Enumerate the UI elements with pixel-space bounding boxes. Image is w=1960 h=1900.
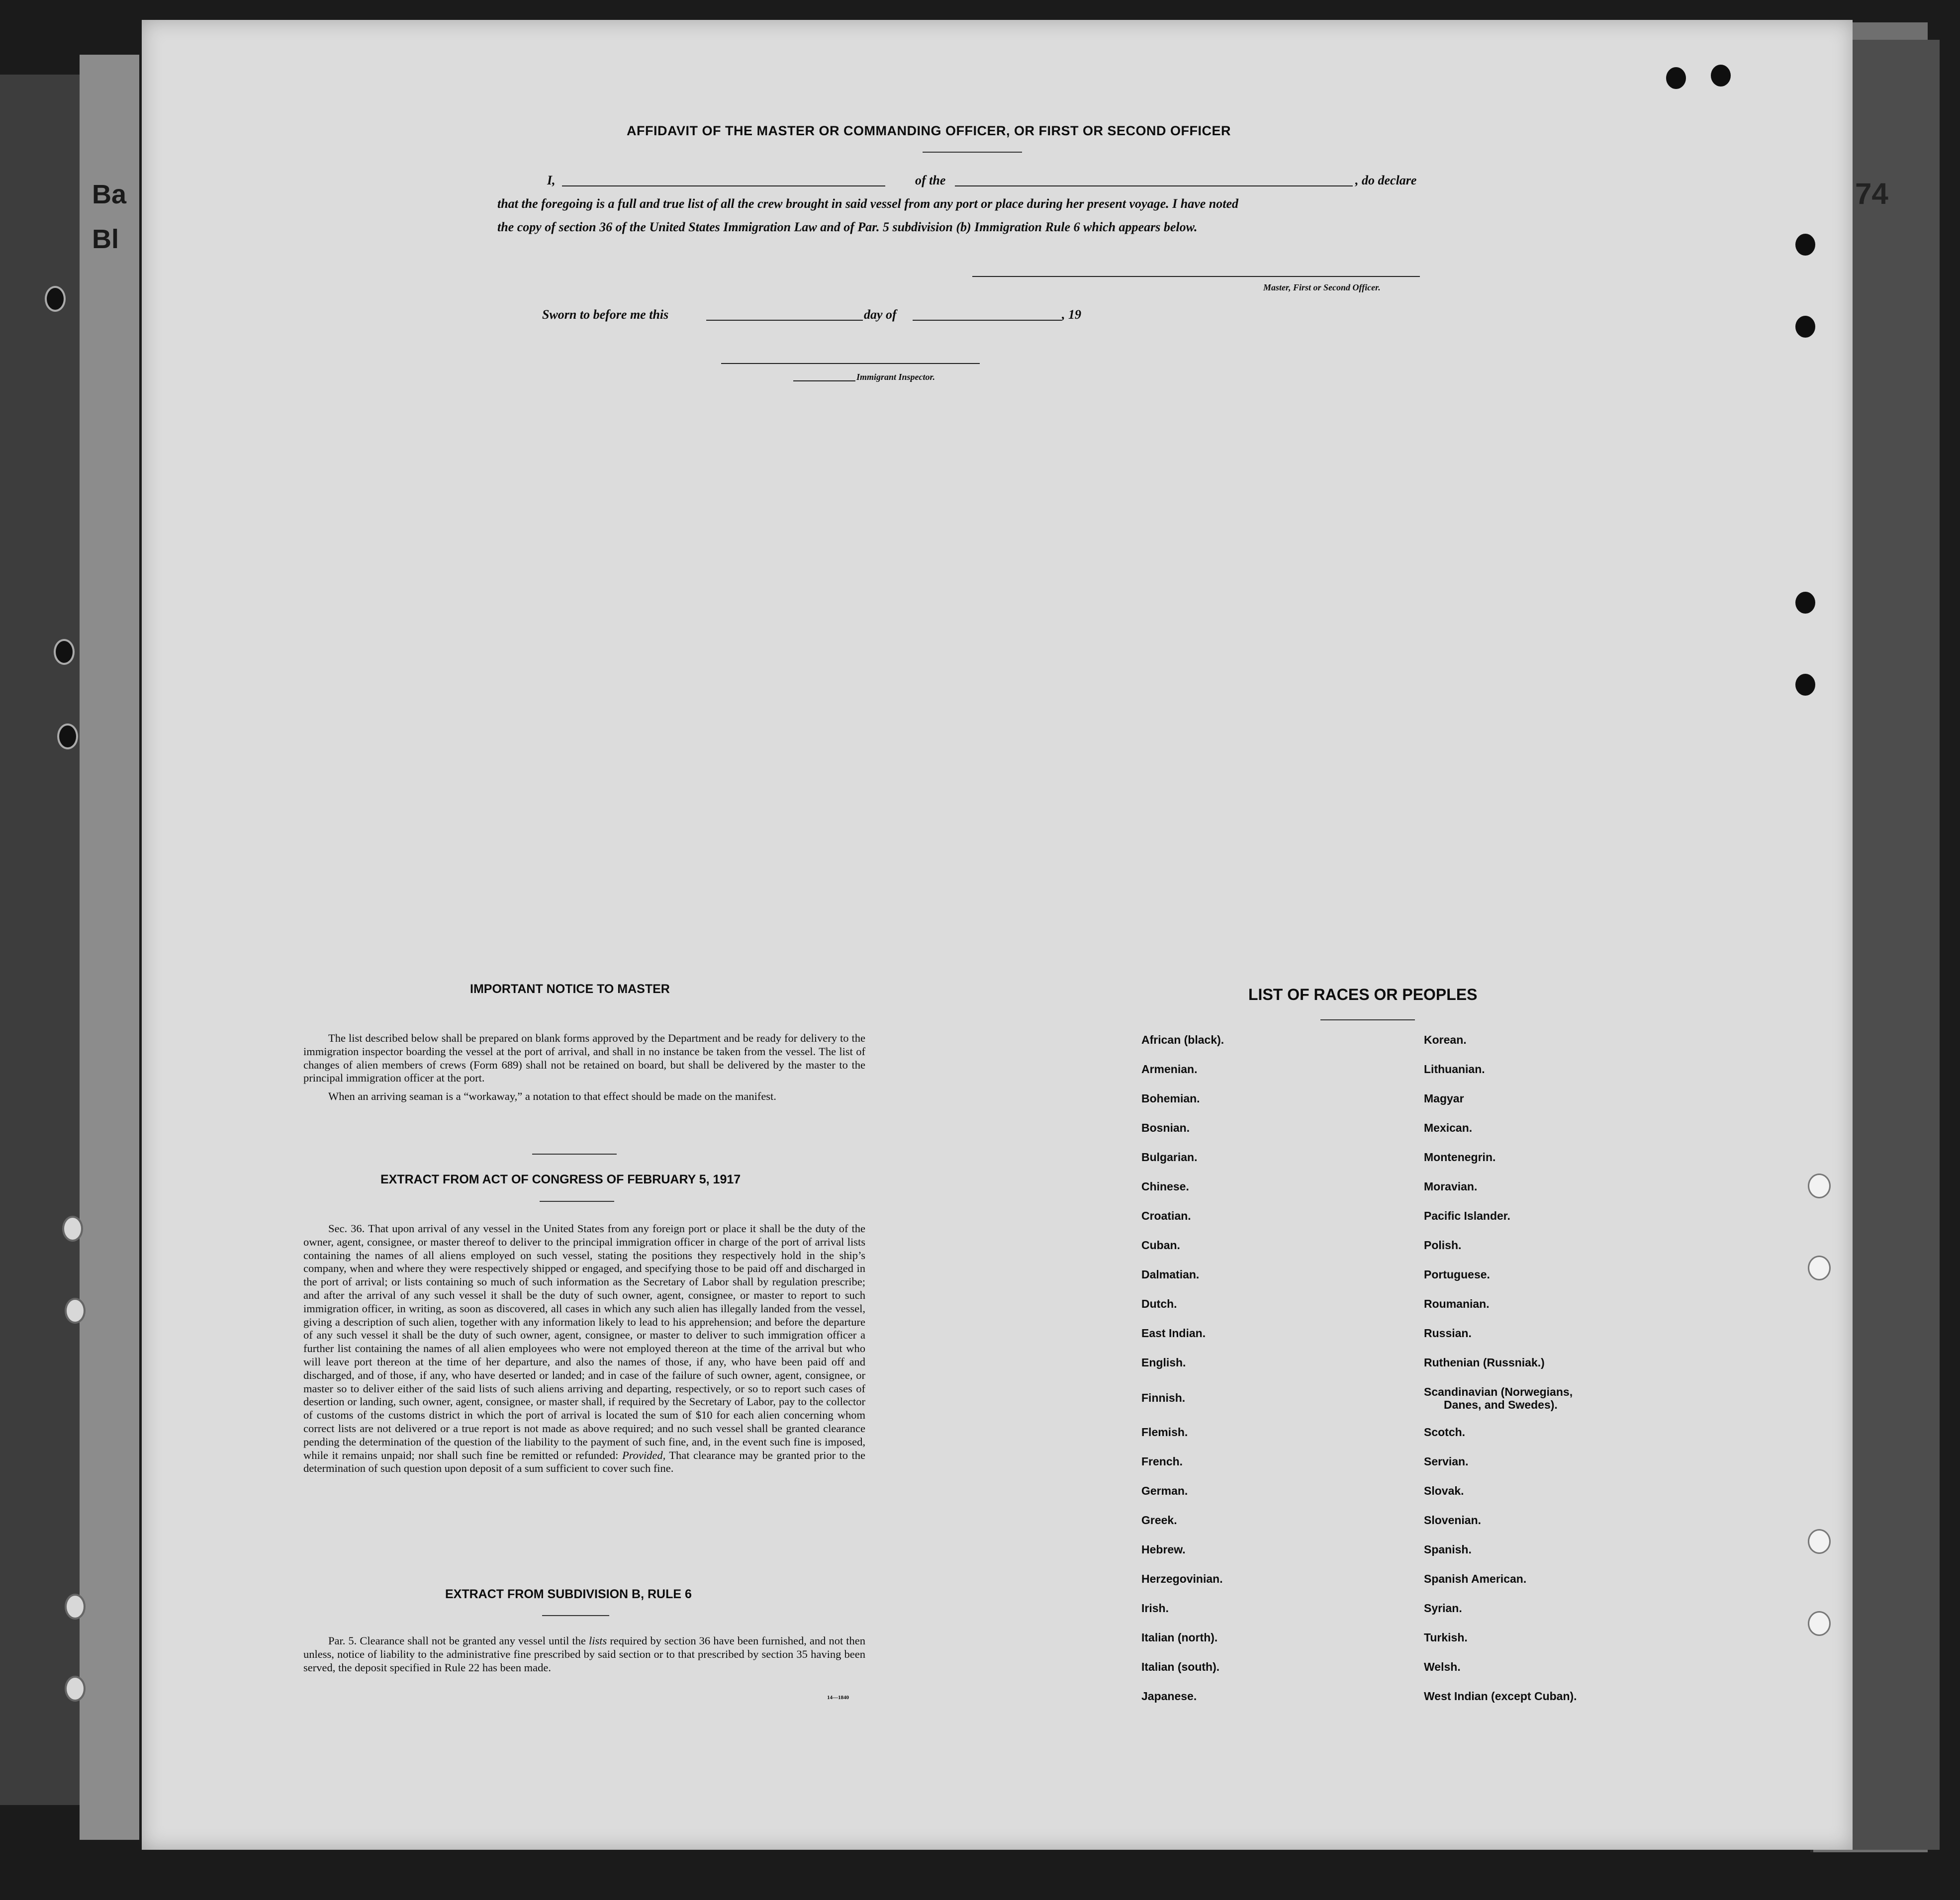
act-section-text: That upon arrival of any vessel in the United States from any foreign port or place it shall be the duty of the owner, agent, consignee, or master thereof to deliver to the principal immigration officer in charge of the port of arrival lists containing the names of all aliens employed on such vessel, stating the positions they respectively hold in the ship’s company, when and where they were respectively shipped or engaged, and specifying those to be paid off and discharged in the port of arrival; or lists containing so much of such information as the Secretary of Labor shall by regulation prescribe; and after the arrival of any such vessel it shall be the duty of such owner, agent, consignee, or master to report to such immigration officer, in writing, as soon as discovered, all cases in which any such alien has illegally landed from the vessel, giving a description of such alien, together with any information likely to lead to his apprehension; and before the departure of any such vessel it shall be the duty of such owner, agent, consignee, or master to deliver to such immigration officer a further list containing the names of all alien employees who were not employed thereon at the time of the arrival but who will leave port thereon at the time of her departure, and also the names of those, if any, who have been paid off and discharged, and of those, if any, who have deserted or landed; and in case of the failure of such owner, agent, consignee, or master so to deliver either of the said lists of such aliens arriving and departing, respectively, or so to report such cases of desertion or landing, such owner, agent, consignee, or master shall, if required by the Secretary of Labor, pay to the collector of customs of the customs district in which the port of arrival is located the sum of $10 for each alien concerning whom correct lists are not delivered or a true report is not made as above required; and no such vessel shall be granted clearance pending the determination of the question of the liability to the payment of such fine, and, in the event such fine is imposed, while it remains unpaid; nor shall such fine be remitted or refunded: (303, 1222, 865, 1461)
inspector-signature-line (721, 363, 980, 364)
notice-body (303, 1032, 865, 1103)
punch-hole-icon (1808, 1611, 1831, 1636)
act-extract-title: EXTRACT FROM ACT OF CONGRESS OF FEBRUARY 5, 1917 (380, 1173, 741, 1186)
race-item: Dalmatian. (1141, 1268, 1200, 1281)
race-item: Russian. (1424, 1327, 1472, 1340)
race-item: Polish. (1424, 1239, 1462, 1252)
race-item: Portuguese. (1424, 1268, 1490, 1281)
race-item: Magyar (1424, 1092, 1464, 1105)
punch-hole-icon (1808, 1174, 1831, 1198)
notice-paragraph-2: When an arriving seaman is a “workaway,” a notation to that effect should be made on the manifest. (328, 1090, 776, 1103)
punch-hole-icon (1795, 316, 1815, 338)
inspector-short-line (793, 380, 855, 381)
race-item: African (black). (1141, 1033, 1224, 1046)
rule-extract-title: EXTRACT FROM SUBDIVISION B, RULE 6 (445, 1587, 692, 1601)
race-item: Mexican. (1424, 1121, 1473, 1134)
rule-text-b: required by section 36 have been furnished, and not then unless, notice of liability to the administrative fine prescribed by said section or to that prescribed by section 35 having been served, the deposit specified in Rule 22 has been made. (303, 1634, 866, 1674)
race-item: Bosnian. (1141, 1121, 1190, 1134)
back-sheet-right-secondary (1840, 40, 1940, 1850)
act-section-text-end: That clearance may be granted prior to the determination of such question upon deposit of a sum sufficient to cover such fine. (303, 1448, 866, 1475)
rule-extract-body (303, 1634, 865, 1674)
binder-hole-icon (57, 724, 78, 749)
race-item: Chinese. (1141, 1180, 1189, 1193)
affidavit-do-declare: , do declare (1355, 173, 1417, 187)
race-item: West Indian (except Cuban). (1424, 1690, 1577, 1703)
affidavit-line-3: the copy of section 36 of the United States Immigration Law and of Par. 5 subdivision (b) Immigration Rule 6 which appears below. (497, 220, 1198, 234)
form-number: 14—1840 (827, 1695, 849, 1701)
punch-hole-icon (1795, 234, 1815, 256)
race-item: French. (1141, 1455, 1183, 1468)
race-item: Turkish. (1424, 1631, 1468, 1644)
race-item: Slovenian. (1424, 1514, 1482, 1527)
race-item: Pacific Islander. (1424, 1209, 1510, 1222)
race-item: Ruthenian (Russniak.) (1424, 1356, 1545, 1369)
sworn-day-of: day of (864, 307, 897, 322)
race-item: Syrian. (1424, 1602, 1462, 1615)
divider (542, 1615, 609, 1616)
race-item: Bulgarian. (1141, 1151, 1198, 1164)
edge-text-b: Bl (92, 224, 119, 254)
document-page (142, 20, 1853, 1850)
race-item: Finnish. (1141, 1391, 1186, 1404)
race-item: Herzegovinian. (1141, 1572, 1223, 1585)
notice-paragraph-1: The list described below shall be prepared on blank forms approved by the Department and be ready for delivery to the immigration inspector boarding the vessel at the port of arrival, and shall in no instance be taken from the vessel. The list of changes of alien members of crews (Form 689) shall not be retained on board, but shall be delivered by the master to the principal immigration officer at the port. (303, 1032, 865, 1085)
affidavit-of-the: of the (915, 173, 946, 187)
sworn-before-text: Sworn to before me this (542, 307, 669, 322)
race-item: Lithuanian. (1424, 1063, 1485, 1076)
punch-hole-icon (1795, 592, 1815, 614)
race-item: Croatian. (1141, 1209, 1191, 1222)
race-item: Flemish. (1141, 1426, 1188, 1439)
race-item: Bohemian. (1141, 1092, 1200, 1105)
binder-hole-icon (65, 1676, 86, 1702)
binder-edge-inner (80, 55, 139, 1840)
race-item: East Indian. (1141, 1327, 1206, 1340)
race-item: Servian. (1424, 1455, 1469, 1468)
binder-hole-icon (62, 1216, 83, 1242)
race-item: Irish. (1141, 1602, 1169, 1615)
race-item: Slovak. (1424, 1484, 1464, 1497)
punch-hole-icon (1666, 67, 1686, 89)
sworn-year: , 19 (1062, 307, 1081, 322)
race-item: Roumanian. (1424, 1297, 1490, 1310)
race-item: Welsh. (1424, 1660, 1461, 1673)
affidavit-line-2: that the foregoing is a full and true list of all the crew brought in said vessel from any port or place during her present voyage. I have noted (497, 196, 1239, 211)
race-item: Japanese. (1141, 1690, 1197, 1703)
act-provided: Provided, (622, 1448, 666, 1461)
binder-hole-icon (45, 286, 66, 312)
race-item: Scandinavian (Norwegians, Danes, and Swedes). (1424, 1385, 1573, 1411)
race-item: English. (1141, 1356, 1186, 1369)
race-item: Italian (south). (1141, 1660, 1220, 1673)
race-item: Moravian. (1424, 1180, 1478, 1193)
inspector-label: Immigrant Inspector. (856, 372, 935, 382)
race-item: German. (1141, 1484, 1188, 1497)
vessel-fill-line (955, 185, 1353, 186)
signature-label: Master, First or Second Officer. (1263, 282, 1381, 292)
divider (923, 152, 1022, 153)
race-item: Spanish. (1424, 1543, 1472, 1556)
punch-hole-icon (1808, 1256, 1831, 1280)
name-fill-line (562, 185, 885, 186)
punch-hole-icon (1795, 674, 1815, 696)
race-item: Spanish American. (1424, 1572, 1527, 1585)
binder-hole-icon (65, 1594, 86, 1620)
races-title: LIST OF RACES OR PEOPLES (1248, 986, 1478, 1003)
signature-line (972, 276, 1420, 277)
race-item: Italian (north). (1141, 1631, 1218, 1644)
race-item: Montenegrin. (1424, 1151, 1496, 1164)
divider (532, 1154, 617, 1155)
act-section-label: Sec. 36. (328, 1222, 365, 1235)
affidavit-title: AFFIDAVIT OF THE MASTER OR COMMANDING OFFICER, OR FIRST OR SECOND OFFICER (627, 123, 1231, 138)
sworn-day-line (706, 320, 863, 321)
punch-hole-icon (1808, 1529, 1831, 1554)
race-item: Hebrew. (1141, 1543, 1186, 1556)
race-item: Korean. (1424, 1033, 1467, 1046)
divider (540, 1201, 614, 1202)
race-item: Scotch. (1424, 1426, 1466, 1439)
edge-text-a: Ba (92, 180, 127, 209)
race-item: Armenian. (1141, 1063, 1198, 1076)
binder-hole-icon (54, 639, 75, 665)
race-item: Greek. (1141, 1514, 1177, 1527)
binder-hole-icon (65, 1298, 86, 1324)
race-item: Dutch. (1141, 1297, 1177, 1310)
affidavit-i: I, (547, 173, 556, 187)
punch-hole-icon (1711, 65, 1731, 87)
sworn-month-line (913, 320, 1062, 321)
act-extract-body (303, 1222, 865, 1475)
edge-page-number: 74 (1855, 177, 1888, 210)
notice-title: IMPORTANT NOTICE TO MASTER (470, 982, 670, 996)
divider (1320, 1019, 1415, 1020)
rule-text-a: Par. 5. Clearance shall not be granted any vessel until the (328, 1634, 586, 1647)
rule-lists-word: lists (588, 1634, 607, 1647)
race-item: Cuban. (1141, 1239, 1180, 1252)
